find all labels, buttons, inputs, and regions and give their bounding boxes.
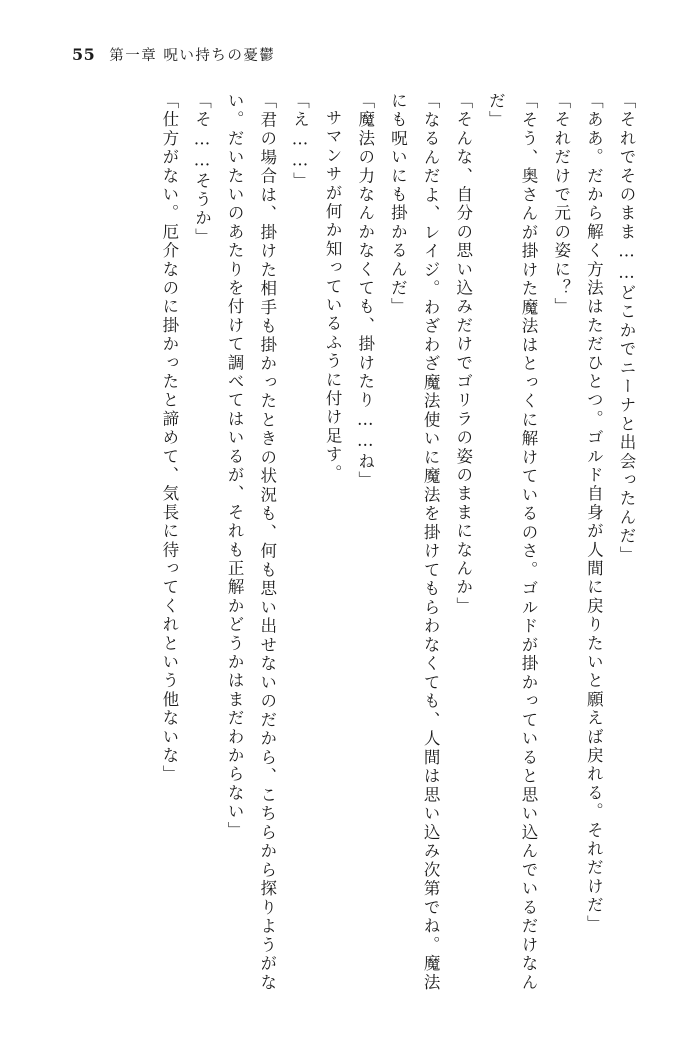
- running-head-chapter-title: 第一章 呪い持ちの憂鬱: [109, 48, 276, 64]
- paragraph: 「え……」: [290, 92, 310, 191]
- paragraph: 「魔法の力なんかなくても、掛けたり……ね」: [355, 92, 375, 490]
- page-header: [72, 44, 275, 65]
- paragraph: 「仕方がない。厄介なのに掛かったと諦めて、気長に待ってくれという他ないな」: [159, 92, 179, 784]
- paragraph: 「ああ。だから解く方法はただひとつ。ゴルド自身が人間に戻りたいと願えば戻れる。それだけだ」: [584, 92, 604, 934]
- paragraph: 「それだけで元の姿に？」: [551, 92, 571, 317]
- paragraph: 「それでそのまま……どこかでニーナと出会ったんだ」: [617, 92, 636, 565]
- paragraph: サマンサが何か知っているふうに付け足す。: [323, 108, 343, 483]
- paragraph: 「そ……そうか」: [192, 92, 212, 247]
- paragraph: 「そう、奥さんが掛けた魔法はとっくに解けているのさ。ゴルドが掛かっていると思い込んでいるだけなんだ」: [486, 92, 539, 992]
- body-text-vertical: [52, 92, 642, 992]
- page-number: 55: [72, 45, 96, 64]
- paragraph: 「君の場合は、掛けた相手も掛かったときの状況も、何も思い出せないのだから、こちらから探りようがない。だいたいのあたりを付けて調べてはいるが、それも正解かどうかはまだわからない」: [225, 92, 277, 992]
- paragraph: 「そんな、自分の思い込みだけでゴリラの姿のままになんか」: [453, 92, 473, 616]
- paragraph: 「なるんだよ、レイジ。わざわざ魔法使いに魔法を掛けてもらわなくても、人間は思い込み次第でね。魔法にも呪いにも掛かるんだ」: [388, 92, 441, 992]
